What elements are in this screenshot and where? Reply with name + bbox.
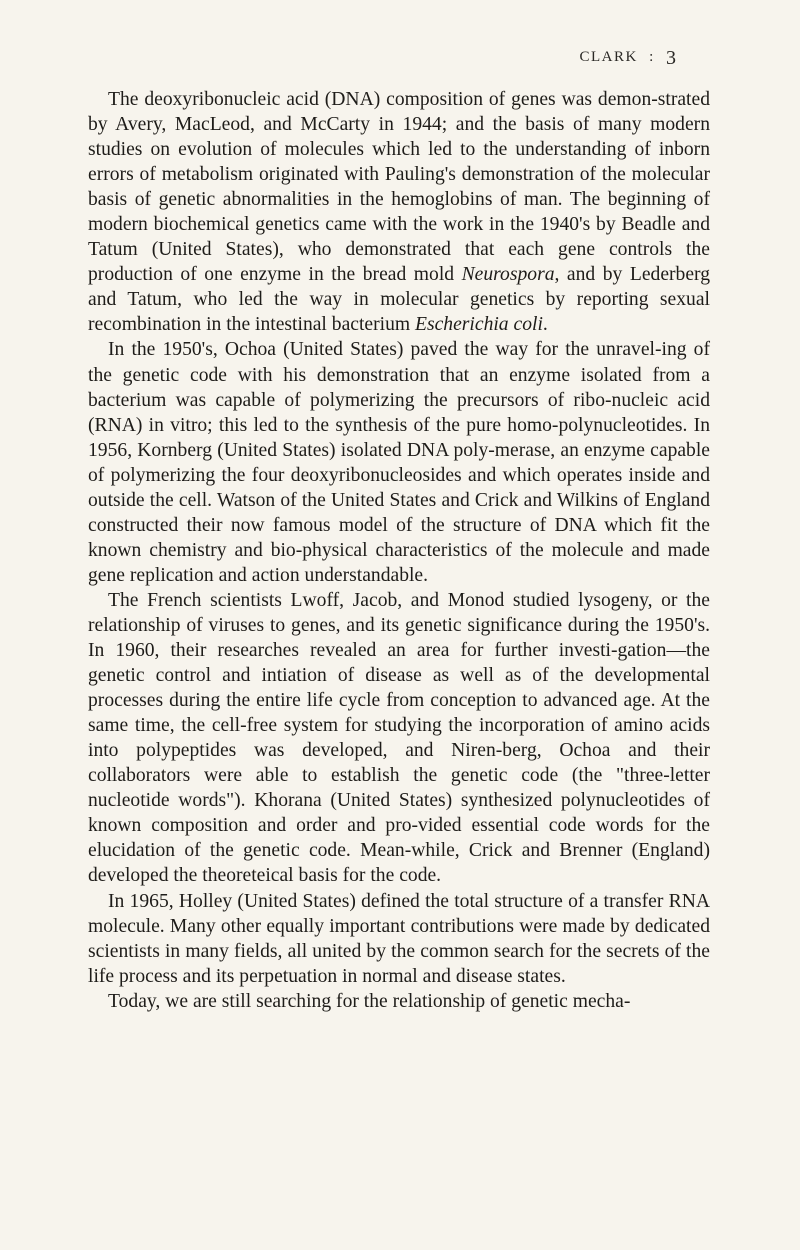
paragraph-1-text-c: . [542,314,548,336]
paragraph-1 [88,87,710,337]
paragraph-5: Today, we are still searching for the relationship of genetic mecha- [108,990,631,1012]
body-text [88,87,710,1014]
organism-name-neurospora: Neurospora [461,264,555,286]
paragraph-4: In 1965, Holley (United States) defined the total structure of a transfer RNA molecule. Many other equally important contributions were made by dedicated scientists in many fields, all united by the common search for the secrets of the life process and its perpetuation in normal and disease states. [88,890,710,987]
paragraph-3: The French scientists Lwoff, Jacob, and Monod studied lysogeny, or the relationship of viruses to genes, and its genetic significance during the 1950's. In 1960, their researches revealed an area for further investi-gation—the genetic control and intiation of disease as well as of the developmental processes during the entire life cycle from conception to advanced age. At the same time, the cell-free system for studying the incorporation of amino acids into polypeptides was developed, and Niren-berg, Ochoa and their collaborators were able to establish the genetic code (the "three-letter nucleotide words"). Khorana (United States) synthesized polynucleotides of known composition and order and pro-vided essential code words for the elucidation of the genetic code. Mean-while, Crick and Brenner (England) developed the theoreteical basis for the code. [88,589,710,887]
paragraph-1-text-a: The deoxyribonucleic acid (DNA) composition of genes was demon-strated by Avery, MacLeod, and McCarty in 1944; and the basis of many modern studies on evolution of molecules which led to the understanding of inborn errors of metabolism originated with Pauling's demonstration of the molecular basis of genetic abnormalities in the hemoglobins of man. The beginning of modern biochemical genetics came with the work in the 1940's by Beadle and Tatum (United States), who demonstrated that each gene controls the production of one enzyme in the bread mold [88,89,710,286]
page-number: 3 [666,47,676,69]
paragraph-2: In the 1950's, Ochoa (United States) paved the way for the unravel-ing of the genetic code with his demonstration that an enzyme isolated from a bacterium was capable of polymerizing the precursors of ribo-nucleic acid (RNA) in vitro; this led to the synthesis of the pure homo-polynucleotides. In 1956, Kornberg (United States) isolated DNA poly-merase, an enzyme capable of polymerizing the four deoxyribonucleosides and which operates inside and outside the cell. Watson of the United States and Crick and Wilkins of England constructed their now famous model of the structure of DNA which fit the known chemistry and bio-physical characteristics of the molecule and made gene replication and action understandable. [88,339,710,586]
organism-name-escherichia-coli: Escherichia coli [415,314,543,336]
running-head-separator: : [649,49,655,65]
running-title: CLARK [579,49,638,65]
running-head [579,44,676,67]
paragraph-1-text-b: , and by Lederberg and Tatum, who led the way in molecular genetics by reporting sexual recombination in the intestinal bacterium [88,264,710,336]
